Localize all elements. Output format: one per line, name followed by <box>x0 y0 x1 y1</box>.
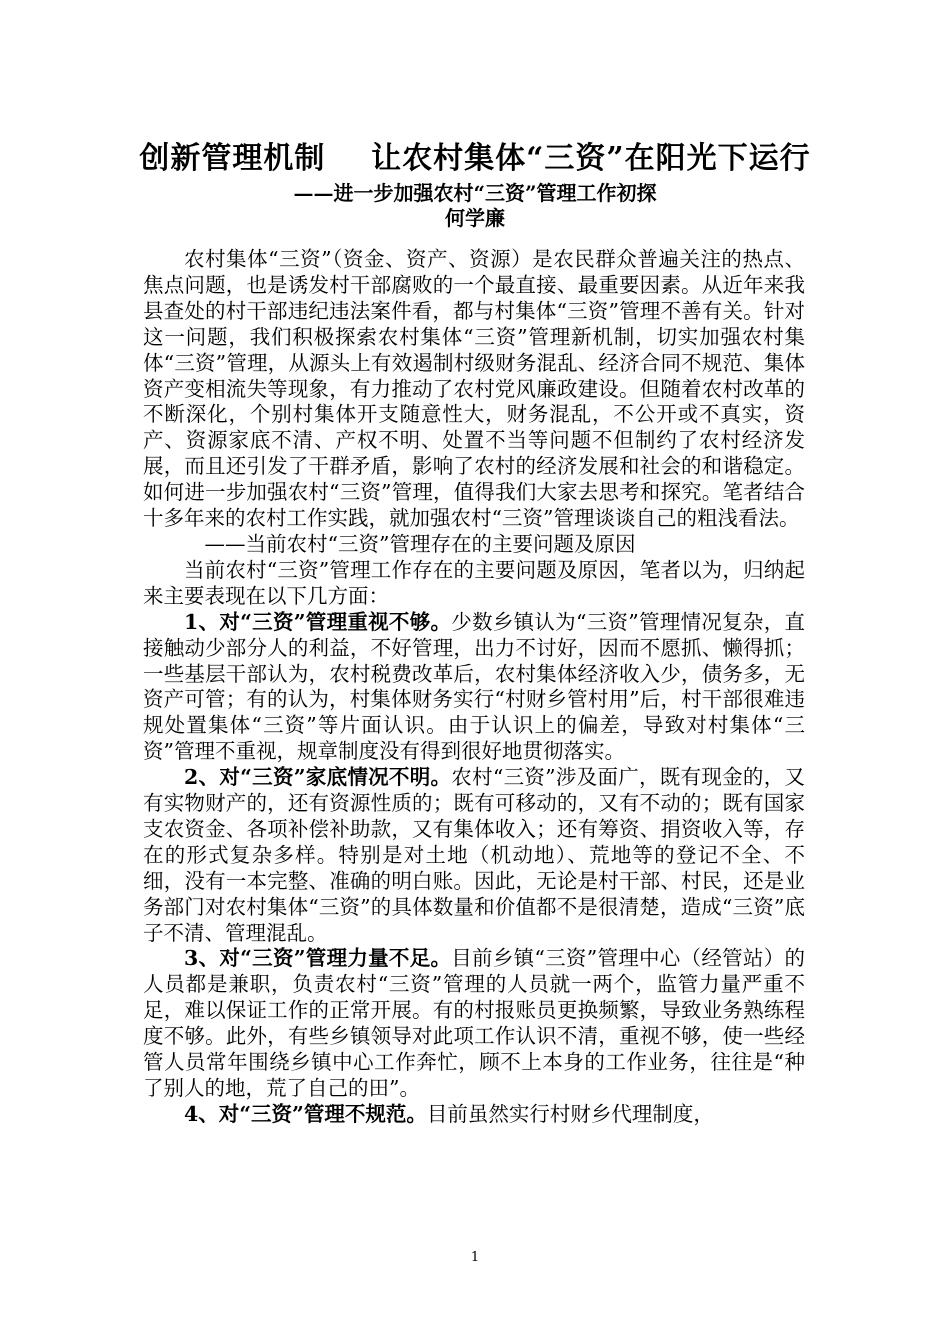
page-number: 1 <box>470 1250 480 1265</box>
item-lead-1: 1、对“三资”管理重视不够。 <box>184 609 452 634</box>
item-text-1: 少数乡镇认为“三资”管理情况复杂，直接触动少部分人的利益，不好管理，出力不讨好，因而不愿抓、懒得抓；一些基层干部认为，农村税费改革后，农村集体经济收入少，债务多，无资产可管；有的认为，村集体财务实行“村财乡管村用”后，村干部很难违规处置集体“三资”等片面认识。由于认识上的偏差，导致对村集体“三资”管理不重视，规章制度没有得到很好地贯彻落实。 <box>143 609 805 764</box>
item-text-2: 农村“三资”涉及面广，既有现金的，又有实物财产的，还有资源性质的；既有可移动的，又有不动的；既有国家支农资金、各项补偿补助款，又有集体收入；还有筹资、捐资收入等，存在的形式复杂多样。特别是对土地（机动地）、荒地等的登记不全、不细，没有一本完整、准确的明白账。因此，无论是村干部、村民，还是业务部门对农村集体“三资”的具体数量和价值都不是很清楚，造成“三资”底子不清、管理混乱。 <box>143 765 805 945</box>
item-text-3: 目前乡镇“三资”管理中心（经管站）的人员都是兼职，负责农村“三资”管理的人员就一两个，监管力量严重不足，难以保证工作的正常开展。有的村报账员更换频繁，导致业务熟练程度不够。此外，有些乡镇领导对此项工作认识不清，重视不够，使一些经管人员常年围绕乡镇中心工作奔忙，顾不上本身的工作业务，往往是“种了别人的地，荒了自己的田”。 <box>143 946 805 1100</box>
document-author: 何学廉 <box>445 206 505 230</box>
item-paragraph-3 <box>143 946 805 1101</box>
document-title: 创新管理机制 让农村集体“三资”在阳光下运行 <box>139 141 811 176</box>
intro-paragraph: 农村集体“三资”（资金、资产、资源）是农民群众普遍关注的热点、焦点问题，也是诱发村干部腐败的一个最直接、最重要因素。从近年来我县查处的村干部违纪违法案件看，都与村集体“三资”管理不善有关。针对这一问题，我们积极探索农村集体“三资”管理新机制，切实加强农村集体“三资”管理，从源头上有效遏制村级财务混乱、经济合同不规范、集体资产变相流失等现象，有力推动了农村党风廉政建设。但随着农村改革的不断深化，个别村集体开支随意性大，财务混乱，不公开或不真实，资产、资源家底不清、产权不明、处置不当等问题不但制约了农村经济发展，而且还引发了干群矛盾，影响了农村的经济发展和社会的和谐稳定。如何进一步加强农村“三资”管理，值得我们大家去思考和探究。笔者结合十多年来的农村工作实践，就加强农村“三资”管理谈谈自己的粗浅看法。 <box>143 247 805 531</box>
item-paragraph-4 <box>143 1102 805 1128</box>
section-intro-paragraph: 当前农村“三资”管理工作存在的主要问题及原因，笔者以为，归纳起来主要表现在以下几方面： <box>143 557 805 608</box>
document-body <box>143 247 805 1128</box>
item-lead-3: 3、对“三资”管理力量不足。 <box>184 946 452 971</box>
item-paragraph-2 <box>143 765 805 946</box>
item-lead-2: 2、对“三资”家底情况不明。 <box>184 765 452 790</box>
item-lead-4: 4、对“三资”管理不规范。 <box>184 1101 427 1126</box>
item-paragraph-1 <box>143 610 805 765</box>
document-subtitle: ——进一步加强农村“三资”管理工作初探 <box>293 181 657 205</box>
section-heading: ——当前农村“三资”管理存在的主要问题及原因 <box>204 531 636 556</box>
item-text-4: 目前虽然实行村财乡代理制度， <box>426 1101 714 1126</box>
